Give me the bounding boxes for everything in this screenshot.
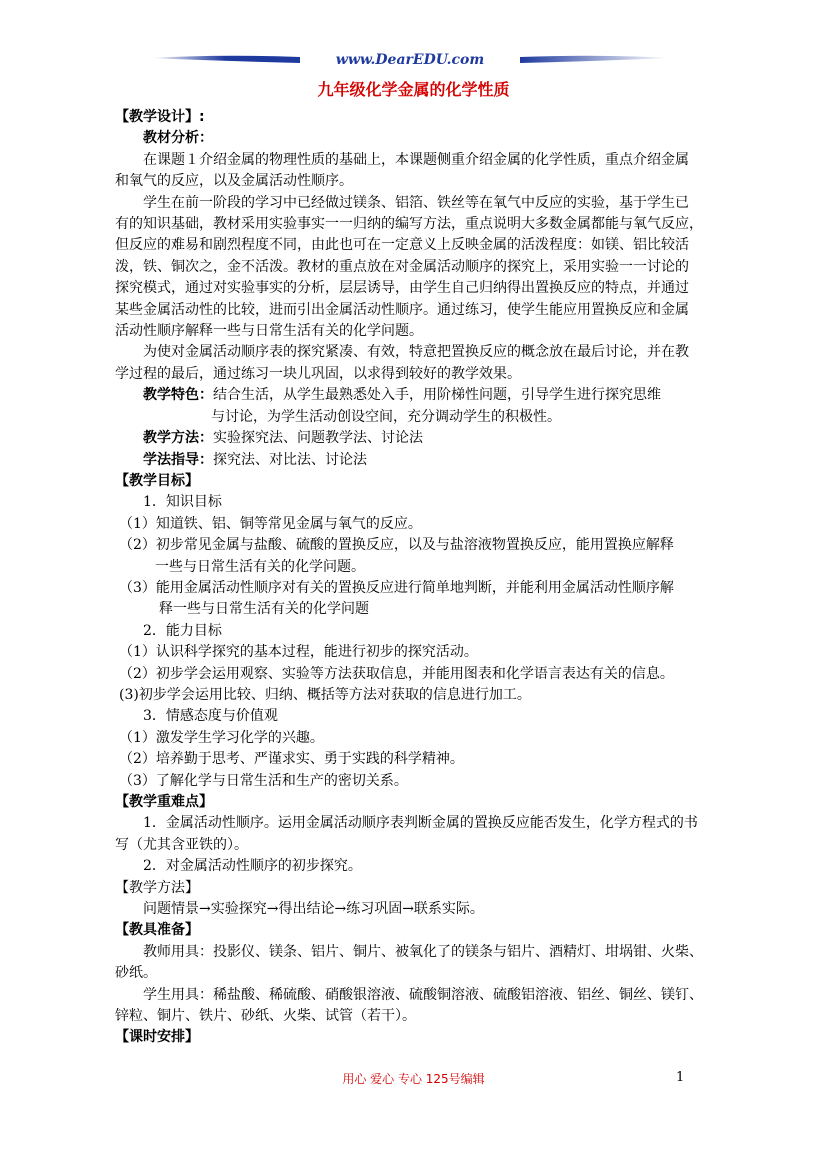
text-line [115,428,715,449]
text-line: 【课时安排】 [115,1029,199,1046]
text-line: 为使对金属活动顺序表的探究紧凑、有效，特意把置换反应的概念放在最后讨论，并在教 [143,344,689,361]
text-line: 【教学方法】 [115,879,199,896]
text-line: 砂纸。 [115,965,157,982]
text-line: 释一些与日常生活有关的化学问题 [159,601,369,618]
text-line: 有的知识基础，教材采用实验事实一一归纳的编写方法，重点说明大多数金属都能与氧气反应， [115,216,703,233]
text-line: （1）激发学生学习化学的兴趣。 [119,729,324,746]
text-line: 2．对金属活动性顺序的初步探究。 [143,858,362,875]
line-text: 结合生活，从学生最熟悉处入手，用阶梯性问题，引导学生进行探究思维 [213,387,661,404]
text-line: 【教学设计】: [115,109,205,125]
text-line: 【教具准备】 [115,922,199,939]
line-text: 实验探究法、问题教学法、讨论法 [213,430,423,447]
text-line: 1．知识目标 [143,494,222,511]
text-line: 教材分析： [143,130,213,147]
text-line: （1）知道铁、铝、铜等常见金属与氧气的反应。 [119,515,422,532]
page-number: 1 [676,1070,685,1085]
text-line: （2）初步学会运用观察、实验等方法获取信息，并能用图表和化学语言表达有关的信息。 [119,665,674,682]
text-line [115,450,715,471]
text-line: 学生在前一阶段的学习中已经做过镁条、铝箔、铁丝等在氧气中反应的实验，基于学生已 [143,194,689,211]
text-line: 一些与日常生活有关的化学问题。 [155,558,365,575]
text-line: （3）了解化学与日常生活和生产的密切关系。 [119,772,408,789]
text-line: 【教学重难点】 [115,794,213,810]
text-line: （3）能用金属活动性顺序对有关的置换反应进行简单地判断，并能利用金属活动性顺序解 [119,579,674,596]
text-line: 但反应的难易和剧烈程度不同，由此也可在一定意义上反映金属的活泼程度：如镁、铝比较活 [115,237,689,254]
text-line: 写（尤其含亚铁的）。 [115,836,248,853]
text-line: （1）认识科学探究的基本过程，能进行初步的探究活动。 [119,644,478,661]
text-line: 1．金属活动性顺序。运用金属活动顺序表判断金属的置换反应能否发生，化学方程式的书 [143,815,698,832]
text-line: (3)初步学会运用比较、归纳、概括等方法对获取的信息进行加工。 [119,686,531,703]
text-line: 某些金属活动性的比较，进而引出金属活动性顺序。通过练习，使学生能应用置换反应和金属 [115,301,689,318]
text-line: 和氧气的反应，以及金属活动性顺序。 [115,173,353,190]
text-line: （2）培养勤于思考、严谨求实、勇于实践的科学精神。 [119,751,464,768]
text-line: 与讨论，为学生活动创设空间，充分调动学生的积极性。 [211,408,561,425]
text-line: 泼，铁、铜次之，金不活泼。教材的重点放在对金属活动顺序的探究上，采用实验一一讨论的 [115,258,689,275]
text-line: 探究模式，通过对实验事实的分析，层层诱导，由学生自己归纳得出置换反应的特点，并通过 [115,280,689,297]
text-line: 学过程的最后，通过练习一块儿巩固，以求得到较好的教学效果。 [115,365,521,382]
text-line: 锌粒、铜片、铁片、砂纸、火柴、试管（若干）。 [115,1008,416,1025]
line-label: 学法指导： [143,451,213,468]
text-line: 活动性顺序解释一些与日常生活有关的化学问题。 [115,323,423,340]
line-text: 探究法、对比法、讨论法 [213,451,367,468]
line-label: 教学特色： [143,387,213,404]
text-line: 3．情感态度与价值观 [143,708,278,725]
text-line: 学生用具：稀盐酸、稀硫酸、硝酸银溶液、硫酸铜溶液、硫酸铝溶液、铝丝、铜丝、镁钉、 [143,986,703,1003]
line-label: 教学方法： [143,430,213,447]
text-line [115,385,715,406]
text-line: 在课题１介绍金属的物理性质的基础上，本课题侧重介绍金属的化学性质，重点介绍金属 [143,151,689,168]
text-line: （2）初步常见金属与盐酸、硫酸的置换反应，以及与盐溶液物置换反应，能用置换应解释 [119,537,674,554]
header-url[interactable]: www.DearEDU.com [335,52,485,68]
document-body [115,107,715,1049]
text-line: 【教学目标】 [115,472,199,489]
text-line: 问题情景→实验探究→得出结论→练习巩固→联系实际。 [143,901,484,918]
text-line: 2．能力目标 [143,622,222,639]
footer-slogan: 用心 爱心 专心 125号编辑 [342,1072,485,1086]
document-title: 九年级化学金属的化学性质 [317,80,510,99]
text-line: 教师用具：投影仪、镁条、铝片、铜片、被氧化了的镁条与铝片、酒精灯、坩埚钳、火柴、 [143,943,703,960]
